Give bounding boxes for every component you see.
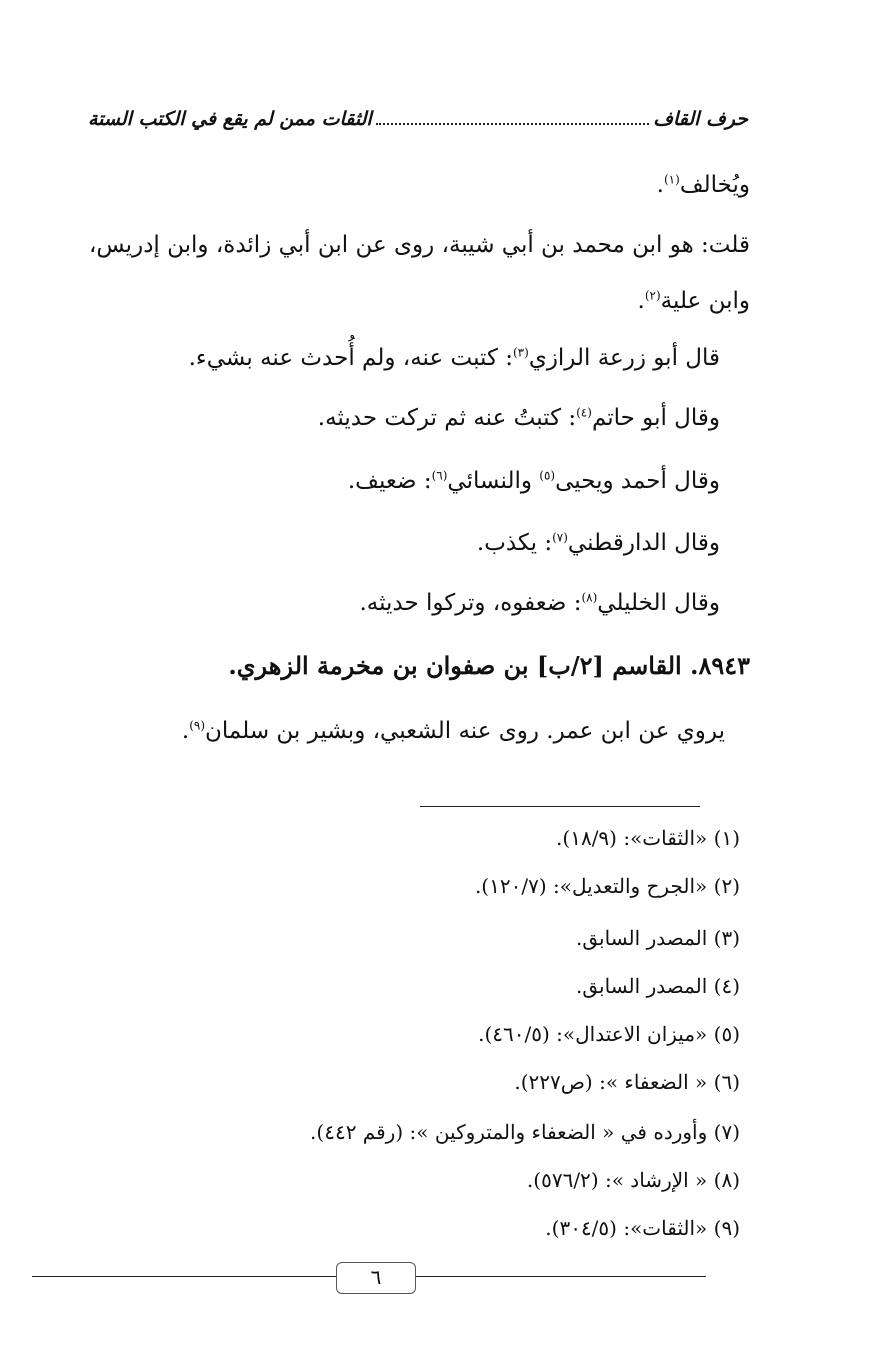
footnote-ref: (٤) <box>576 405 592 420</box>
body-line: قلت: هو ابن محمد بن أبي شيبة، روى عن ابن أبي زائدة، وابن إدريس، <box>88 232 750 258</box>
quote-line: وقال الخليلي$^{(٨)}$: ضعفوه، وتركوا حديثه. <box>359 590 720 616</box>
header-chapter: حرف القاف <box>653 108 748 130</box>
footnote-separator <box>420 806 700 807</box>
footnote: (٣) المصدر السابق. <box>576 926 740 950</box>
footnote: (٧) وأورده في « الضعفاء والمتروكين »: (رقم ٤٤٢). <box>310 1120 740 1144</box>
quote-line: قال أبو زرعة الرازي$^{(٣)}$: كتبت عنه، ولم أُحدث عنه بشيء. <box>188 345 720 371</box>
entry-title: القاسم [٢/ب] بن صفوان بن مخرمة الزهري. <box>228 651 682 680</box>
quote-line: وقال أحمد ويحيى$^{(٥)}$ والنسائي$^{(٦)}$: ضعيف. <box>347 468 720 494</box>
entry-number: ٨٩٤٣. <box>690 651 750 680</box>
page-number: ٦ <box>336 1262 416 1294</box>
body-line: وابن علية$^{(٢)}$. <box>637 288 750 314</box>
footnote: (٦) « الضعفاء »: (ص٢٢٧). <box>514 1070 740 1094</box>
footnote: (٤) المصدر السابق. <box>576 974 740 998</box>
footnote-ref: (٨) <box>581 590 598 605</box>
footnote: (٢) «الجرح والتعديل»: (١٢٠/٧). <box>474 874 740 898</box>
footnote-ref: (٢) <box>644 288 661 303</box>
quote-line: وقال أبو حاتم$^{(٤)}$: كتبتُ عنه ثم تركت حديثه. <box>317 405 720 431</box>
body-line: يروي عن ابن عمر. روى عنه الشعبي، وبشير بن سلمان$^{(٩)}$. <box>181 718 725 744</box>
footnote: (٩) «الثقات»: (٣٠٤/٥). <box>545 1216 740 1240</box>
footnote: (٨) « الإرشاد »: (٥٧٦/٢). <box>526 1168 740 1192</box>
quote-line: وقال الدارقطني$^{(٧)}$: يكذب. <box>476 530 720 556</box>
bottom-rule-left <box>32 1276 336 1277</box>
header-leader-dots <box>376 122 650 125</box>
running-header <box>88 108 748 130</box>
footnote-ref: (٩) <box>189 718 206 733</box>
footnote: (١) «الثقات»: (١٨/٩). <box>556 826 740 850</box>
entry-heading <box>228 652 750 681</box>
footnote-ref: (٥) <box>539 468 556 483</box>
bottom-rule-right <box>414 1276 706 1277</box>
footnote-ref: (٣) <box>512 345 529 360</box>
footnote-ref: (٦) <box>431 468 448 483</box>
footnote: (٥) «ميزان الاعتدال»: (٤٦٠/٥). <box>478 1022 740 1046</box>
body-line: ويُخالف$^{(١)}$. <box>656 172 750 198</box>
footnote-ref: (١) <box>663 172 680 187</box>
footnote-ref: (٧) <box>552 530 568 545</box>
header-book-title: الثقات ممن لم يقع في الكتب الستة <box>88 108 372 130</box>
